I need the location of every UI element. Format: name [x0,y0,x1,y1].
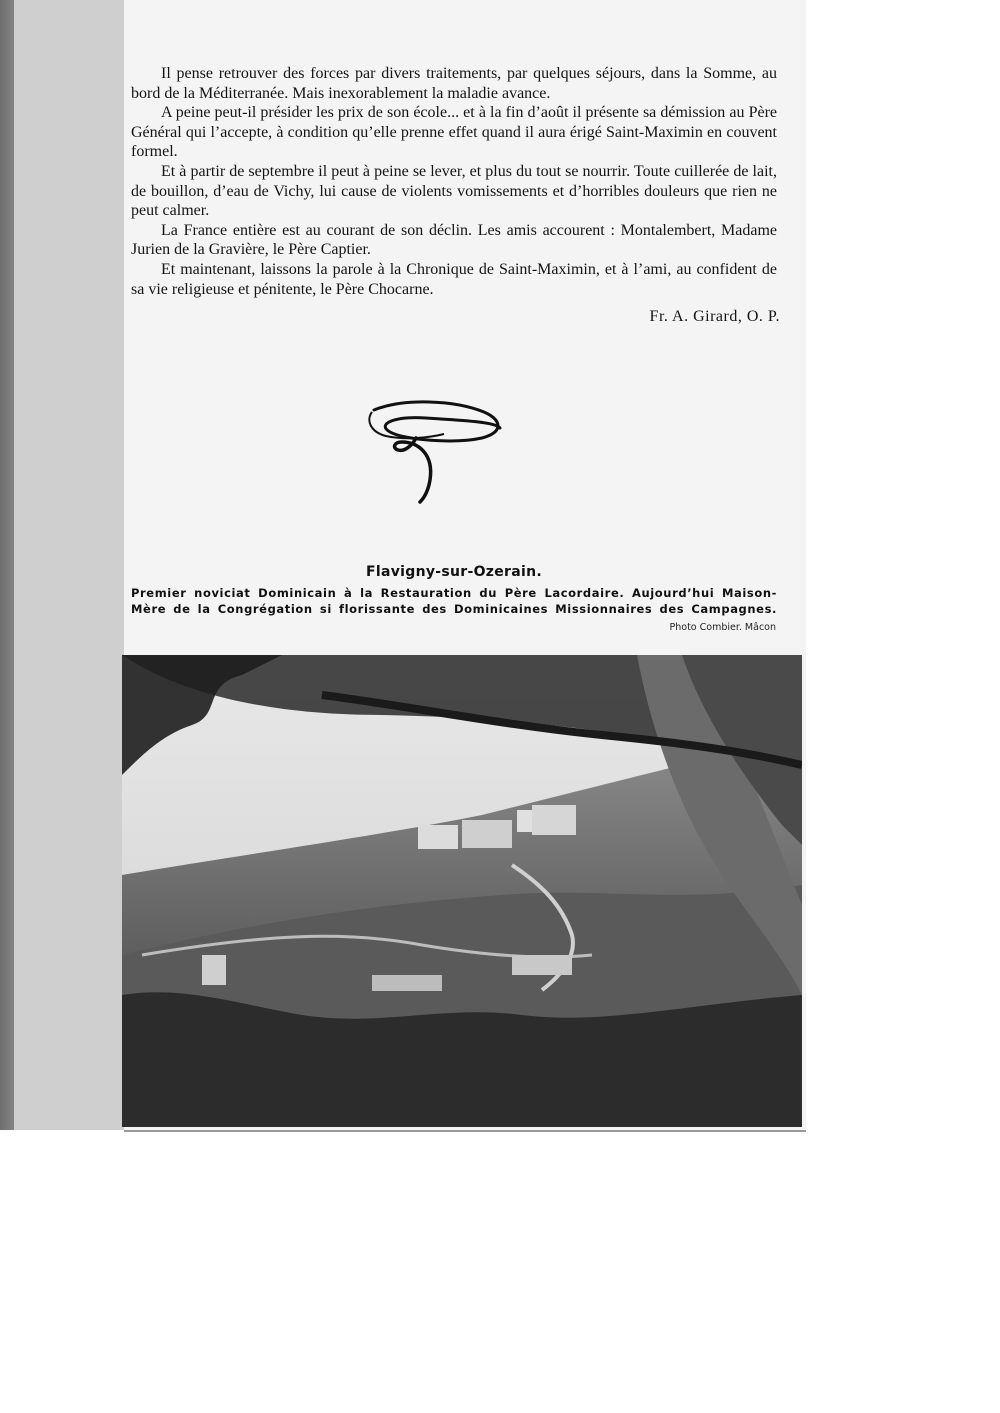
paragraph: Et à partir de septembre il peut à peine se lever, et plus du tout se nourrir. Toute cuillerée de lait, de bouillon, d’eau de Vichy, lui cause de violents vomissements et d’horribles douleurs que rien ne peut calmer. [131,162,777,220]
village-landscape-image [122,655,802,1127]
paragraph: A peine peut-il présider les prix de son école... et à la fin d’août il présente sa démission au Père Général qui l’accepte, à condition qu’elle prenne effet quand il aura érigé Saint-Maximin en couvent formel. [131,104,777,161]
landscape-photo [122,655,802,1127]
photo-caption: Premier noviciat Dominicain à la Restauration du Père Lacordaire. Aujourd’hui Maison-Mère de la Congrégation si florissante des Dominicaines Missionnaires des Campagnes. [131,586,777,616]
paragraph: Et maintenant, laissons la parole à la Chronique de Saint-Maximin, et à l’ami, au confident de sa vie religieuse et pénitente, le Père Chocarne. [131,260,777,298]
photo-credit: Photo Combier. Mâcon [669,622,776,633]
paragraph: Il pense retrouver des forces par divers traitements, par quelques séjours, dans la Somme, au bord de la Méditerranée. Mais inexorablement la maladie avance. [131,65,777,102]
scanner-background [806,0,1000,1413]
calligraphic-ornament-icon [364,398,506,506]
article-body [131,64,777,299]
photo-title: Flavigny-sur-Ozerain. [366,564,542,580]
author-signature: Fr. A. Girard, O. P. [649,308,780,325]
paragraph: La France entière est au courant de son déclin. Les amis accourent : Montalembert, Madame Jurien de la Gravière, le Père Captier. [131,221,777,259]
back-sheet [14,0,127,1130]
